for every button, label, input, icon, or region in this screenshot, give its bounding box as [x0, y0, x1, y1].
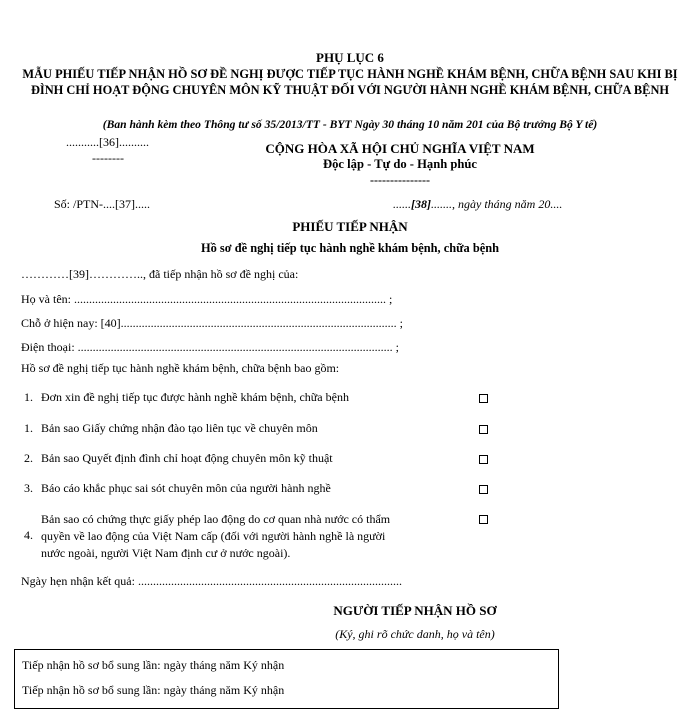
received-by-line: …………[39]………….., đã tiếp nhận hồ sơ đề nghị của: — [21, 267, 299, 281]
issued-note: (Ban hành kèm theo Thông tư số 35/2013/TT - BYT Ngày 30 tháng 10 năm 201 của Bộ trưởng Bộ Y tế) — [102, 118, 598, 131]
supplement-line: Tiếp nhận hồ sơ bổ sung lần: ngày tháng năm Ký nhận — [22, 658, 285, 672]
receiver-title: NGƯỜI TIẾP NHẬN HỒ SƠ — [333, 603, 497, 618]
dossier-includes-label: Hồ sơ đề nghị tiếp tục hành nghề khám bệnh, chữa bệnh bao gồm: — [21, 361, 340, 375]
agency-divider: -------- — [92, 151, 124, 165]
item-number: 2. — [24, 451, 33, 465]
agency-code-placeholder: ...........[36].......... — [66, 135, 149, 149]
appendix-title: PHỤ LỤC 6 — [316, 50, 384, 65]
item-number: 1. — [24, 390, 33, 404]
date-prefix: ...... — [393, 197, 411, 211]
item-text: Bản sao Quyết định đình chỉ hoạt động chuyên môn kỹ thuật — [41, 451, 333, 465]
checkbox[interactable] — [479, 455, 488, 464]
receipt-title: PHIẾU TIẾP NHẬN — [292, 219, 408, 234]
item-text-line: Bản sao có chứng thực giấy phép lao động do cơ quan nhà nước có thẩm — [41, 512, 391, 526]
item-text: Đơn xin đề nghị tiếp tục được hành nghề khám bệnh, chữa bệnh — [41, 390, 349, 404]
phone-field: Điện thoại: ......................................................................................................... ; — [21, 340, 399, 354]
receipt-subtitle: Hồ sơ đề nghị tiếp tục hành nghề khám bệnh, chữa bệnh — [201, 241, 499, 255]
checkbox[interactable] — [479, 485, 488, 494]
item-text — [41, 511, 390, 562]
name-field: Họ và tên: ........................................................................................................ ; — [21, 292, 393, 306]
checkbox[interactable] — [479, 394, 488, 403]
item-text-line: nước ngoài, người Việt Nam định cư ở nước ngoài). — [41, 546, 291, 560]
date-suffix: ......., ngày tháng năm 20.... — [431, 197, 563, 211]
supplement-line: Tiếp nhận hồ sơ bổ sung lần: ngày tháng năm Ký nhận — [22, 683, 285, 697]
item-text: Báo cáo khắc phục sai sót chuyên môn của người hành nghề — [41, 481, 331, 495]
document-date — [393, 197, 562, 212]
item-text: Bản sao Giấy chứng nhận đào tạo liên tục về chuyên môn — [41, 421, 318, 435]
item-number: 3. — [24, 481, 33, 495]
checkbox[interactable] — [479, 515, 488, 524]
checkbox[interactable] — [479, 425, 488, 434]
address-field: Chỗ ở hiện nay: [40]............................................................................................ ; — [21, 316, 403, 330]
supplement-box — [14, 649, 559, 709]
item-text-line: quyền về lao động của Việt Nam cấp (đối với người hành nghề là người — [41, 529, 386, 543]
date-code: [38] — [411, 197, 431, 211]
national-motto: Độc lập - Tự do - Hạnh phúc — [323, 157, 477, 171]
receiver-sign-note: (Ký, ghi rõ chức danh, họ và tên) — [335, 627, 495, 641]
document-number: Số: /PTN-....[37]..... — [54, 197, 150, 211]
item-number: 1. — [24, 421, 33, 435]
motto-divider: --------------- — [370, 173, 430, 187]
form-title: MẪU PHIẾU TIẾP NHẬN HỒ SƠ ĐỀ NGHỊ ĐƯỢC TIẾP TỤC HÀNH NGHỀ KHÁM BỆNH, CHỮA BỆNH SAU KHI BỊ ĐÌNH CHỈ HOẠT ĐỘNG CHUYÊN MÔN KỸ THUẬT ĐỐI VỚI NGƯỜI HÀNH NGHỀ KHÁM BỆNH, CHỮA BỆNH — [22, 67, 678, 97]
country-name: CỘNG HÒA XÃ HỘI CHỦ NGHĨA VIỆT NAM — [265, 141, 535, 156]
item-number: 4. — [24, 528, 33, 542]
appointment-date-field: Ngày hẹn nhận kết quả: ........................................................................................ — [21, 574, 402, 588]
